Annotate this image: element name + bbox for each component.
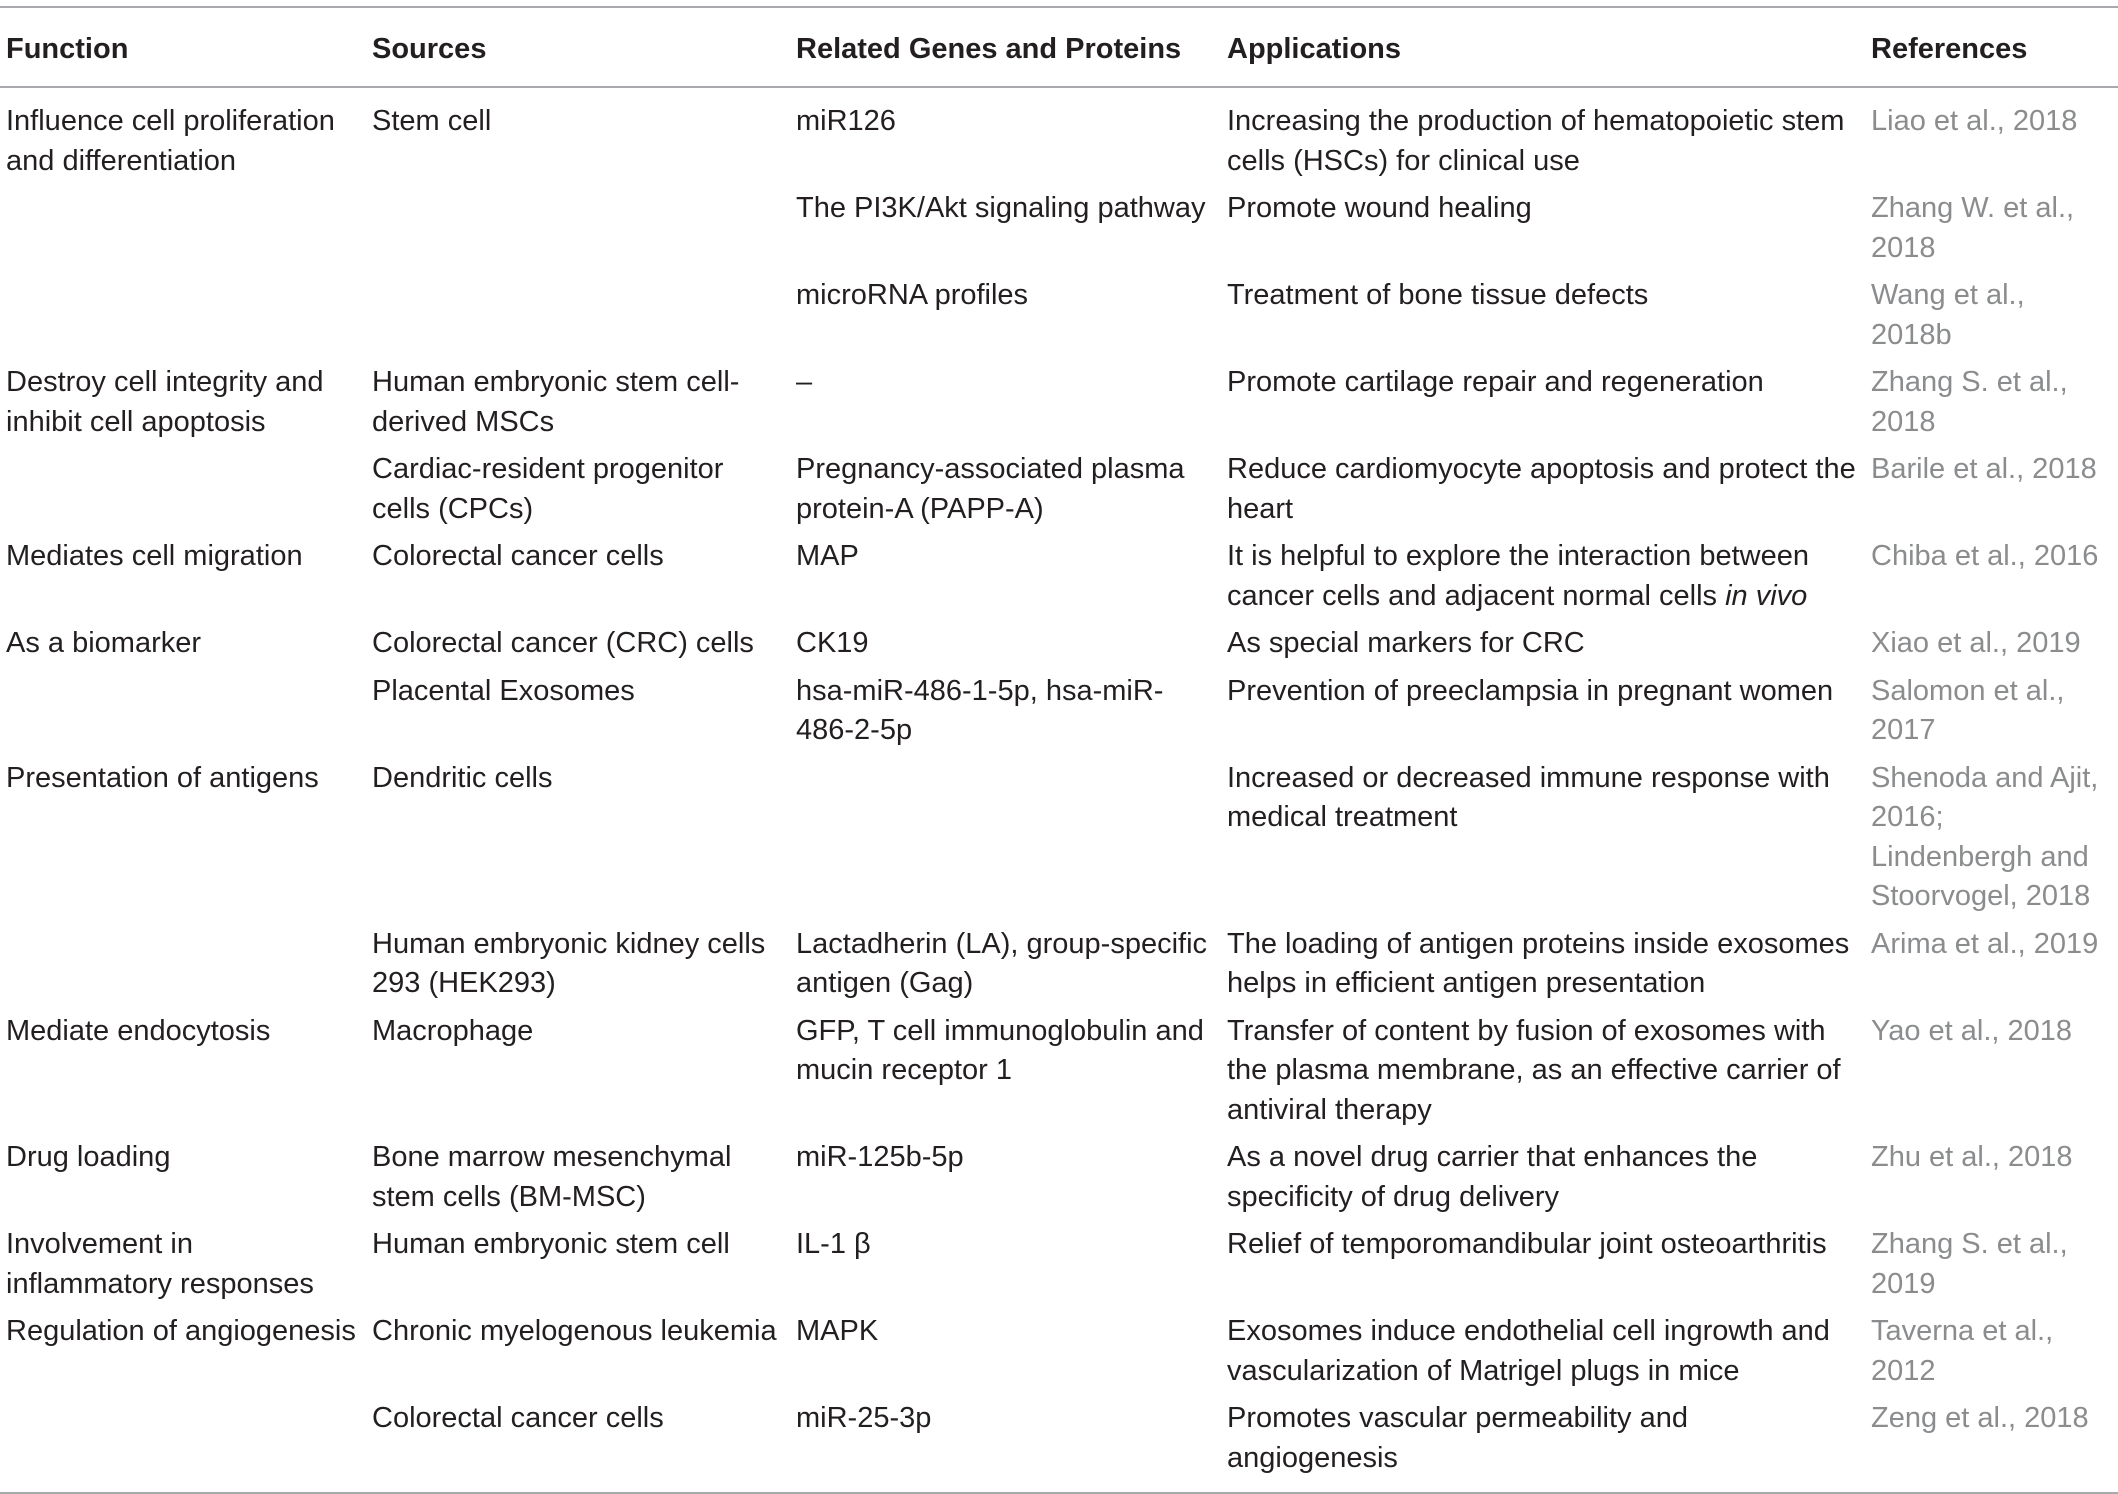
cell-function [0,274,366,361]
cell-genes-text: GFP, T cell immunoglobulin and mucin receptor 1 [796,1014,1204,1086]
cell-reference-text: Zhu et al., 2018 [1871,1141,2073,1173]
cell-reference-text: Zhang S. et al., 2018 [1871,366,2068,438]
table-row [0,535,2118,622]
cell-source [366,535,790,622]
cell-reference-text: Wang et al., 2018b [1871,279,2025,351]
cell-genes-text: MAPK [796,1315,879,1347]
cell-application-text: Increased or decreased immune response with medical treatment [1227,761,1830,833]
cell-function-text: Drug loading [6,1141,171,1173]
cell-source [366,274,790,361]
cell-genes [790,448,1221,535]
table-row [0,757,2118,923]
cell-reference [1865,1136,2118,1223]
cell-source-text: Colorectal cancer cells [372,540,664,572]
cell-function [0,535,366,622]
cell-genes [790,670,1221,757]
cell-source [366,1010,790,1137]
cell-source [366,1310,790,1397]
cell-function [0,622,366,670]
cell-reference-text: Arima et al., 2019 [1871,927,2099,960]
cell-function [0,361,366,448]
cell-application-text: It is helpful to explore the interaction between cancer cells and adjacent normal cells [1227,540,1809,612]
exosome-function-table [0,6,2118,1494]
cell-genes-text: – [796,366,813,398]
cell-function-text: Regulation of angiogenesis [6,1315,356,1347]
cell-genes [790,757,1221,923]
cell-source [366,923,790,1010]
cell-genes [790,1010,1221,1137]
cell-source-text: Stem cell [372,105,492,137]
cell-source [366,622,790,670]
cell-reference [1865,361,2118,448]
cell-application [1221,1010,1865,1137]
cell-genes-text: MAP [796,540,859,572]
cell-function-text: Mediates cell migration [6,540,303,572]
cell-application [1221,361,1865,448]
cell-genes [790,622,1221,670]
cell-function [0,87,366,187]
cell-application [1221,187,1865,274]
cell-source-text: Cardiac-resident progenitor cells (CPCs) [372,453,724,525]
cell-reference [1865,87,2118,187]
cell-source-text: Placental Exosomes [372,674,635,707]
cell-application-text: Reduce cardiomyocyte apoptosis and protect the heart [1227,453,1856,525]
cell-source-text: Chronic myelogenous leukemia [372,1315,777,1347]
cell-reference [1865,923,2118,1010]
cell-application-text: As special markers for CRC [1227,627,1585,659]
cell-source [366,187,790,274]
cell-function [0,1136,366,1223]
cell-application-text: Promote wound healing [1227,192,1532,224]
cell-function [0,757,366,923]
cell-function-text: As a biomarker [6,627,202,659]
cell-application-text: Increasing the production of hematopoietic stem cells (HSCs) for clinical use [1227,105,1845,177]
cell-function-text: Presentation of antigens [6,761,319,794]
cell-application-text: Promotes vascular permeability and angiogenesis [1227,1402,1688,1474]
cell-source [366,670,790,757]
table-row [0,1136,2118,1223]
cell-application-text: Relief of temporomandibular joint osteoarthritis [1227,1228,1827,1260]
cell-reference [1865,1010,2118,1137]
cell-genes-text: Lactadherin (LA), group-specific antigen (Gag) [796,927,1208,999]
cell-reference-text: Salomon et al., 2017 [1871,674,2065,746]
cell-function-text: Mediate endocytosis [6,1014,271,1047]
cell-reference [1865,274,2118,361]
cell-source [366,757,790,923]
cell-source [366,87,790,187]
cell-application [1221,757,1865,923]
cell-application [1221,535,1865,622]
table-row [0,361,2118,448]
cell-genes [790,1136,1221,1223]
cell-reference [1865,1397,2118,1493]
cell-reference [1865,1223,2118,1310]
cell-function [0,1310,366,1397]
cell-function [0,923,366,1010]
cell-application-text: Promote cartilage repair and regeneration [1227,366,1764,398]
cell-reference [1865,187,2118,274]
table-row [0,87,2118,187]
cell-genes [790,87,1221,187]
cell-genes [790,274,1221,361]
cell-source-text: Human embryonic stem cell-derived MSCs [372,366,740,438]
table-row [0,1397,2118,1493]
header-function: Function [6,33,129,65]
header-row [0,7,2118,87]
table-row [0,187,2118,274]
cell-source [366,1136,790,1223]
table-row [0,622,2118,670]
cell-function-text: Involvement in inflammatory responses [6,1228,314,1300]
cell-source-text: Bone marrow mesenchymal stem cells (BM-MSC) [372,1141,732,1213]
cell-application-text: Transfer of content by fusion of exosomes with the plasma membrane, as an effective carrier of antiviral therapy [1227,1014,1841,1126]
cell-genes [790,1397,1221,1493]
cell-reference-text: Zeng et al., 2018 [1871,1402,2089,1434]
header-references: References [1871,33,2028,65]
table-row [0,923,2118,1010]
cell-application-text: The loading of antigen proteins inside exosomes helps in efficient antigen presentation [1227,927,1850,999]
cell-genes [790,187,1221,274]
cell-function [0,670,366,757]
cell-application [1221,87,1865,187]
cell-source-text: Dendritic cells [372,761,553,794]
cell-genes-text: The PI3K/Akt signaling pathway [796,192,1206,224]
cell-genes-text: hsa-miR-486-1-5p, hsa-miR-486-2-5p [796,674,1164,746]
cell-source [366,361,790,448]
cell-reference [1865,1310,2118,1397]
cell-reference-text: Taverna et al., 2012 [1871,1315,2054,1387]
cell-application-text: Prevention of preeclampsia in pregnant women [1227,674,1834,707]
cell-reference-text: Zhang W. et al., 2018 [1871,192,2075,264]
cell-reference-text: Zhang S. et al., 2019 [1871,1228,2068,1300]
cell-reference-text: Barile et al., 2018 [1871,453,2097,485]
cell-application [1221,1136,1865,1223]
cell-application [1221,274,1865,361]
table-row [0,1010,2118,1137]
cell-genes [790,1310,1221,1397]
table-row [0,448,2118,535]
exosome-function-table-container [0,6,2118,1494]
table-body [0,87,2118,1493]
cell-genes-text: Pregnancy-associated plasma protein-A (PAPP-A) [796,453,1185,525]
cell-application [1221,670,1865,757]
cell-application-text: Treatment of bone tissue defects [1227,279,1649,311]
cell-genes-text: miR126 [796,105,896,137]
cell-application [1221,923,1865,1010]
cell-reference [1865,448,2118,535]
cell-reference [1865,535,2118,622]
cell-function [0,1223,366,1310]
cell-application-text: As a novel drug carrier that enhances the specificity of drug delivery [1227,1141,1758,1213]
cell-genes [790,1223,1221,1310]
cell-application [1221,448,1865,535]
cell-reference [1865,670,2118,757]
cell-genes [790,535,1221,622]
cell-source-text: Human embryonic stem cell [372,1228,730,1260]
cell-source-text: Macrophage [372,1014,534,1047]
header-applications: Applications [1227,33,1402,65]
header-genes: Related Genes and Proteins [796,33,1182,65]
cell-function [0,187,366,274]
cell-application [1221,1397,1865,1493]
cell-reference [1865,622,2118,670]
cell-application-text: Exosomes induce endothelial cell ingrowth and vascularization of Matrigel plugs in mice [1227,1315,1830,1387]
cell-source-text: Colorectal cancer cells [372,1402,664,1434]
cell-application-italic-text: in vivo [1725,579,1808,612]
cell-function [0,1010,366,1137]
table-header [0,7,2118,87]
cell-application [1221,622,1865,670]
cell-source [366,448,790,535]
table-row [0,1310,2118,1397]
table-row [0,274,2118,361]
table-row [0,670,2118,757]
cell-reference-text: Liao et al., 2018 [1871,105,2078,137]
cell-genes [790,923,1221,1010]
cell-function-text: Influence cell proliferation and differentiation [6,105,335,177]
cell-application [1221,1223,1865,1310]
table-row [0,1223,2118,1310]
cell-genes-text: microRNA profiles [796,279,1029,311]
cell-source-text: Human embryonic kidney cells 293 (HEK293) [372,927,766,999]
cell-function-text: Destroy cell integrity and inhibit cell apoptosis [6,366,324,438]
cell-reference-text: Shenoda and Ajit, 2016; Lindenbergh and Stoorvogel, 2018 [1871,761,2099,912]
cell-source [366,1223,790,1310]
cell-genes-text: IL-1 β [796,1228,871,1260]
cell-application [1221,1310,1865,1397]
cell-function [0,448,366,535]
header-sources: Sources [372,33,487,65]
cell-genes [790,361,1221,448]
cell-reference-text: Chiba et al., 2016 [1871,540,2099,572]
cell-source-text: Colorectal cancer (CRC) cells [372,627,754,659]
cell-genes-text: CK19 [796,627,869,659]
cell-source [366,1397,790,1493]
cell-genes-text: miR-25-3p [796,1402,932,1434]
cell-reference-text: Yao et al., 2018 [1871,1014,2073,1047]
cell-reference [1865,757,2118,923]
cell-reference-text: Xiao et al., 2019 [1871,627,2081,659]
cell-genes-text: miR-125b-5p [796,1141,964,1173]
cell-function [0,1397,366,1493]
